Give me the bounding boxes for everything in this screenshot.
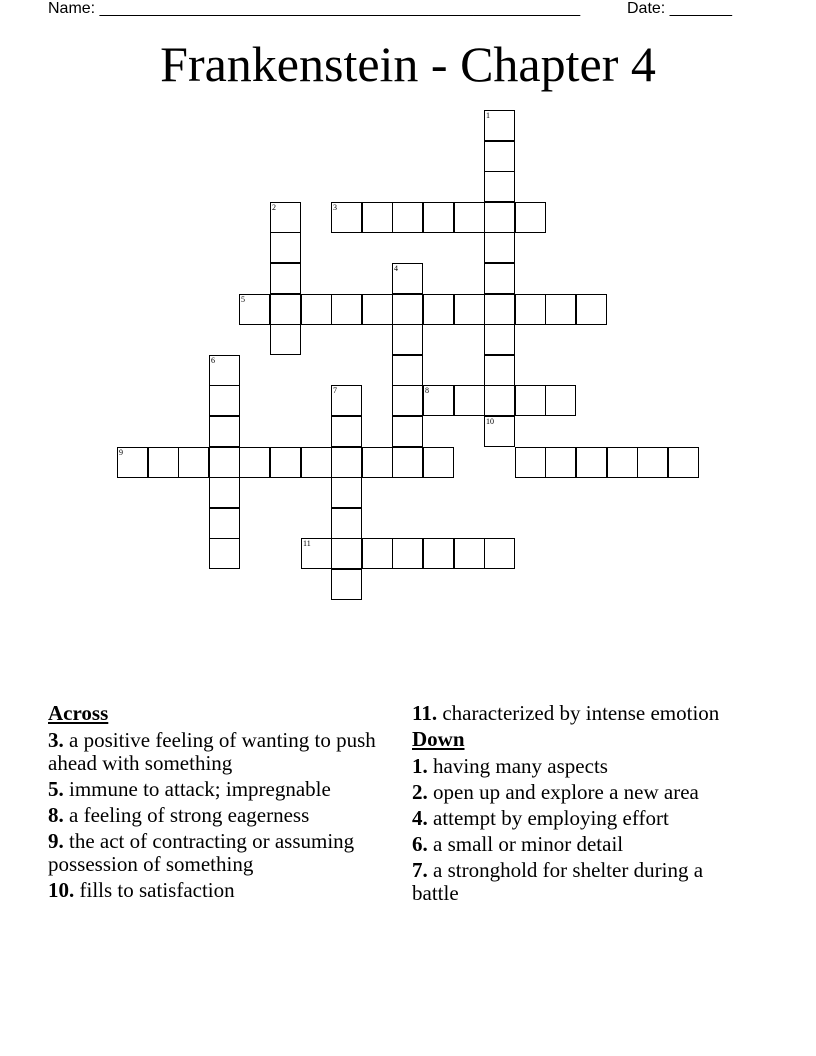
crossword-cell[interactable] xyxy=(515,447,546,478)
clue-across-3 xyxy=(48,729,408,775)
crossword-cell[interactable] xyxy=(484,232,515,263)
crossword-cell[interactable] xyxy=(270,294,301,325)
crossword-cell[interactable] xyxy=(668,447,699,478)
crossword-cell[interactable] xyxy=(423,447,454,478)
cell-number: 2 xyxy=(272,203,276,212)
crossword-cell[interactable] xyxy=(484,385,515,416)
crossword-cell[interactable] xyxy=(362,447,393,478)
crossword-cell[interactable] xyxy=(607,447,638,478)
crossword-cell[interactable] xyxy=(362,294,393,325)
clue-number: 4. xyxy=(412,806,428,830)
crossword-cell[interactable] xyxy=(270,447,301,478)
crossword-cell[interactable] xyxy=(392,447,423,478)
clue-number: 6. xyxy=(412,832,428,856)
clue-text: open up and explore a new area xyxy=(427,780,699,804)
crossword-cell[interactable] xyxy=(270,202,301,233)
name-line: ______________________________________________________ xyxy=(99,0,581,17)
crossword-cell[interactable] xyxy=(423,202,454,233)
crossword-cell[interactable] xyxy=(392,355,423,386)
clue-number: 1. xyxy=(412,754,428,778)
crossword-cell[interactable] xyxy=(484,110,515,141)
crossword-cell[interactable] xyxy=(178,447,209,478)
clue-text: attempt by employing effort xyxy=(427,806,669,830)
clue-down-7 xyxy=(412,859,752,905)
clue-number: 9. xyxy=(48,829,64,853)
clue-number: 11. xyxy=(412,701,438,725)
crossword-cell[interactable] xyxy=(331,385,362,416)
clue-text: a feeling of strong eagerness xyxy=(63,803,310,827)
clue-across-8 xyxy=(48,804,408,827)
clue-text: having many aspects xyxy=(427,754,608,778)
crossword-cell[interactable] xyxy=(239,447,270,478)
crossword-cell[interactable] xyxy=(392,416,423,447)
clue-across-10 xyxy=(48,879,408,902)
name-label: Name: xyxy=(48,0,100,17)
cell-number: 5 xyxy=(241,295,245,304)
clue-number: 5. xyxy=(48,777,64,801)
clue-text: a stronghold for shelter during a battle xyxy=(412,858,704,905)
clue-text: characterized by intense emotion xyxy=(437,701,720,725)
cell-number: 3 xyxy=(333,203,337,212)
clue-number: 3. xyxy=(48,728,64,752)
down-heading: Down xyxy=(412,727,465,751)
crossword-cell[interactable] xyxy=(454,202,485,233)
crossword-cell[interactable] xyxy=(545,385,576,416)
crossword-cell[interactable] xyxy=(484,538,515,569)
crossword-cell[interactable] xyxy=(362,202,393,233)
clues-left-column xyxy=(48,702,408,905)
crossword-cell[interactable] xyxy=(209,447,240,478)
clue-across-11 xyxy=(412,702,752,725)
crossword-cell[interactable] xyxy=(301,294,332,325)
crossword-cell[interactable] xyxy=(301,447,332,478)
crossword-cell[interactable] xyxy=(576,447,607,478)
crossword-cell[interactable] xyxy=(209,508,240,539)
crossword-cell[interactable] xyxy=(484,416,515,447)
cell-number: 8 xyxy=(425,386,429,395)
clue-across-5 xyxy=(48,778,408,801)
clue-text: a positive feeling of wanting to push ahead with something xyxy=(48,728,376,775)
crossword-cell[interactable] xyxy=(576,294,607,325)
crossword-cell[interactable] xyxy=(637,447,668,478)
crossword-cell[interactable] xyxy=(484,141,515,172)
crossword-cell[interactable] xyxy=(392,294,423,325)
crossword-cell[interactable] xyxy=(454,294,485,325)
crossword-cell[interactable] xyxy=(484,263,515,294)
cell-number: 11 xyxy=(303,539,311,548)
crossword-cell[interactable] xyxy=(362,538,393,569)
crossword-cell[interactable] xyxy=(515,385,546,416)
crossword-cell[interactable] xyxy=(392,263,423,294)
crossword-cell[interactable] xyxy=(331,416,362,447)
clue-across-9 xyxy=(48,830,408,876)
clue-text: immune to attack; impregnable xyxy=(63,777,331,801)
crossword-cell[interactable] xyxy=(423,385,454,416)
crossword-cell[interactable] xyxy=(209,355,240,386)
crossword-cell[interactable] xyxy=(209,477,240,508)
crossword-cell[interactable] xyxy=(515,294,546,325)
crossword-cell[interactable] xyxy=(392,202,423,233)
crossword-cell[interactable] xyxy=(117,447,148,478)
crossword-cell[interactable] xyxy=(331,477,362,508)
cell-number: 6 xyxy=(211,356,215,365)
crossword-cell[interactable] xyxy=(484,355,515,386)
crossword-cell[interactable] xyxy=(331,508,362,539)
clue-down-6 xyxy=(412,833,752,856)
crossword-cell[interactable] xyxy=(270,232,301,263)
clue-number: 8. xyxy=(48,803,64,827)
crossword-cell[interactable] xyxy=(454,385,485,416)
crossword-cell[interactable] xyxy=(392,538,423,569)
clue-text: a small or minor detail xyxy=(427,832,624,856)
crossword-cell[interactable] xyxy=(301,538,332,569)
cell-number: 7 xyxy=(333,386,337,395)
crossword-cell[interactable] xyxy=(331,447,362,478)
cell-number: 9 xyxy=(119,448,123,457)
crossword-cell[interactable] xyxy=(209,385,240,416)
crossword-cell[interactable] xyxy=(392,324,423,355)
clue-text: the act of contracting or assuming possession of something xyxy=(48,829,355,876)
crossword-cell[interactable] xyxy=(270,263,301,294)
crossword-cell[interactable] xyxy=(545,294,576,325)
crossword-cell[interactable] xyxy=(331,294,362,325)
crossword-cell[interactable] xyxy=(148,447,179,478)
clue-down-1 xyxy=(412,755,752,778)
crossword-cell[interactable] xyxy=(515,202,546,233)
date-line: _______ xyxy=(669,0,732,17)
clue-down-4 xyxy=(412,807,752,830)
crossword-cell[interactable] xyxy=(239,294,270,325)
cell-number: 10 xyxy=(486,417,494,426)
crossword-cell[interactable] xyxy=(331,569,362,600)
clue-number: 7. xyxy=(412,858,428,882)
cell-number: 1 xyxy=(486,111,490,120)
crossword-cell[interactable] xyxy=(484,294,515,325)
clue-text: fills to satisfaction xyxy=(74,878,235,902)
clue-number: 2. xyxy=(412,780,428,804)
page-title: Frankenstein - Chapter 4 xyxy=(160,36,656,92)
crossword-cell[interactable] xyxy=(484,202,515,233)
crossword-cell[interactable] xyxy=(484,324,515,355)
clues-right-column xyxy=(412,702,752,908)
crossword-cell[interactable] xyxy=(209,538,240,569)
crossword-cell[interactable] xyxy=(423,294,454,325)
date-label: Date: xyxy=(627,0,670,17)
across-heading: Across xyxy=(48,701,109,725)
crossword-cell[interactable] xyxy=(209,416,240,447)
crossword-cell[interactable] xyxy=(545,447,576,478)
crossword-cell[interactable] xyxy=(392,385,423,416)
crossword-cell[interactable] xyxy=(331,538,362,569)
crossword-cell[interactable] xyxy=(484,171,515,202)
crossword-cell[interactable] xyxy=(423,538,454,569)
clue-down-2 xyxy=(412,781,752,804)
crossword-cell[interactable] xyxy=(270,324,301,355)
crossword-cell[interactable] xyxy=(331,202,362,233)
cell-number: 4 xyxy=(394,264,398,273)
crossword-cell[interactable] xyxy=(454,538,485,569)
clue-number: 10. xyxy=(48,878,75,902)
